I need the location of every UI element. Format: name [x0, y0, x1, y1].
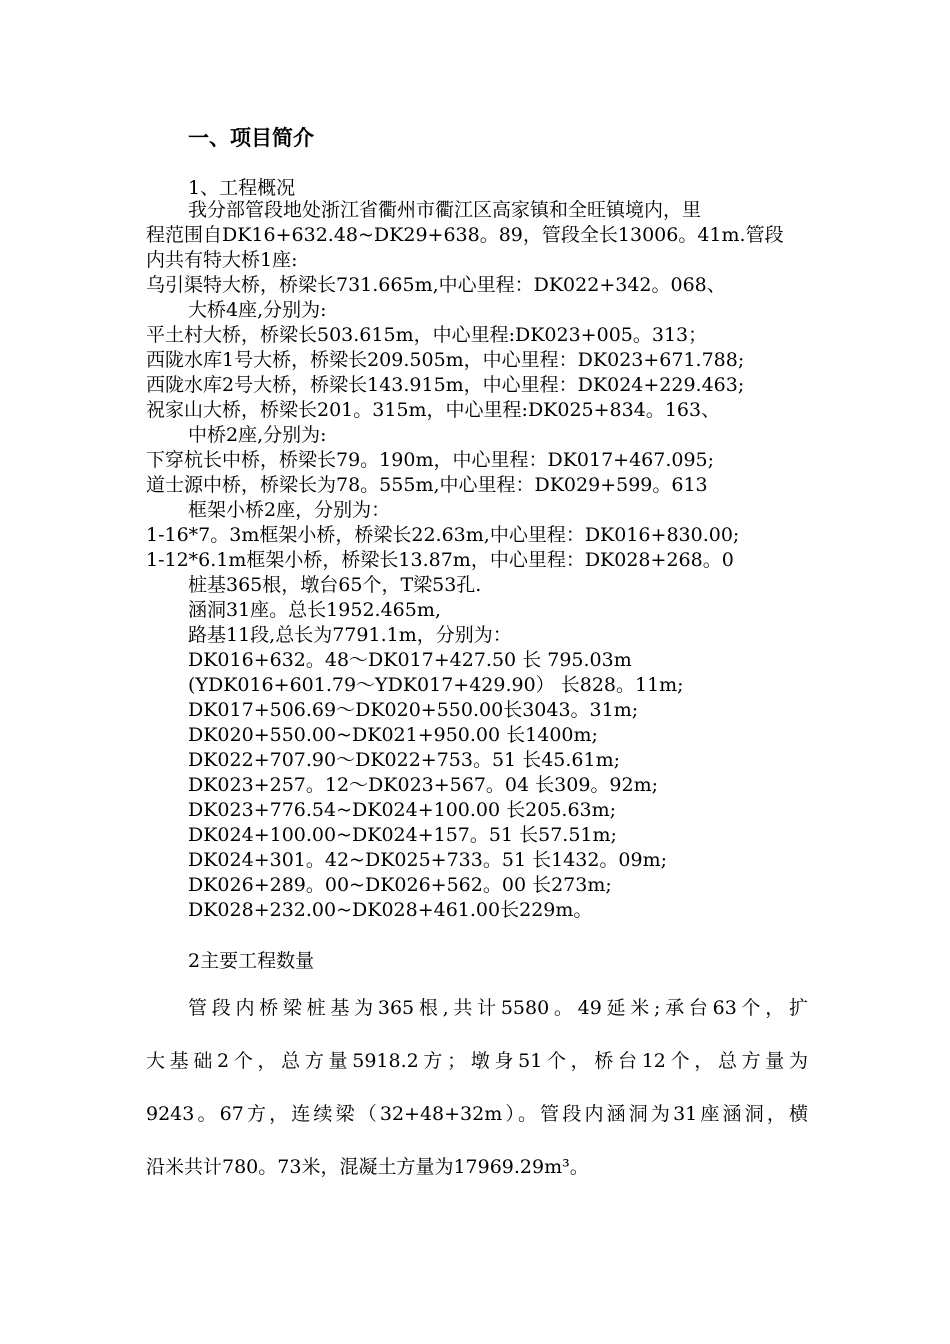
overview-line: DK016+632。48～DK017+427.50 长 795.03m [188, 649, 632, 671]
overview-line: DK023+776.54~DK024+100.00 长205.63m; [188, 799, 617, 821]
subsection-title-quantities: 2主要工程数量 [188, 950, 315, 972]
overview-line: 框架小桥2座，分别为： [188, 499, 391, 521]
quantities-line: 管段内桥梁桩基为365根,共计5580。49延米;承台63个，扩 [188, 997, 808, 1019]
overview-line: 大桥4座,分别为: [188, 299, 327, 321]
overview-line: 1-16*7。3m框架小桥，桥梁长22.63m,中心里程：DK016+830.00; [146, 524, 740, 546]
overview-line: DK017+506.69～DK020+550.00长3043。31m; [188, 699, 639, 721]
section-title: 一、项目简介 [188, 126, 314, 150]
overview-line: 西陇水库2号大桥，桥梁长143.915m，中心里程：DK024+229.463; [146, 374, 745, 396]
overview-line: 内共有特大桥1座: [146, 249, 298, 271]
quantities-line: 大基础2个，总方量5918.2方；墩身51个，桥台12个，总方量为 [146, 1050, 808, 1072]
overview-line: 祝家山大桥，桥梁长201。315m，中心里程:DK025+834。163、 [146, 399, 721, 421]
quantities-line: 9243。67方，连续梁（32+48+32m）。管段内涵洞为31座涵洞，横 [146, 1103, 808, 1125]
overview-line: 乌引渠特大桥，桥梁长731.665m,中心里程：DK022+342。068、 [146, 274, 726, 296]
overview-line: DK028+232.00~DK028+461.00长229m。 [188, 899, 593, 921]
overview-line: 程范围自DK16+632.48~DK29+638。89，管段全长13006。41m.管段 [146, 224, 784, 246]
quantities-paragraph [146, 988, 808, 1200]
overview-line: 中桥2座,分别为: [188, 424, 327, 446]
overview-line: 涵洞31座。总长1952.465m, [188, 599, 441, 621]
overview-line: 西陇水库1号大桥，桥梁长209.505m，中心里程：DK023+671.788; [146, 349, 745, 371]
overview-line: 1-12*6.1m框架小桥，桥梁长13.87m，中心里程：DK028+268。0 [146, 549, 734, 571]
overview-line: DK024+100.00~DK024+157。51 长57.51m; [188, 824, 617, 846]
overview-line: DK022+707.90～DK022+753。51 长45.61m; [188, 749, 620, 771]
overview-line: DK020+550.00~DK021+950.00 长1400m; [188, 724, 598, 746]
overview-line: (YDK016+601.79～YDK017+429.90） 长828。11m; [188, 674, 684, 696]
overview-line: 桩基365根，墩台65个，T梁53孔. [188, 574, 482, 596]
overview-line: 路基11段,总长为7791.1m，分别为： [188, 624, 512, 646]
overview-line: DK026+289。00~DK026+562。00 长273m; [188, 874, 612, 896]
overview-line: 我分部管段地处浙江省衢州市衢江区高家镇和全旺镇境内，里 [188, 199, 702, 221]
overview-line: 下穿杭长中桥，桥梁长79。190m，中心里程：DK017+467.095; [146, 449, 715, 471]
overview-line: 道士源中桥，桥梁长为78。555m,中心里程：DK029+599。613 [146, 474, 708, 496]
overview-line: DK023+257。12～DK023+567。04 长309。92m; [188, 774, 659, 796]
overview-line: DK024+301。42~DK025+733。51 长1432。09m; [188, 849, 668, 871]
overview-line: 平土村大桥，桥梁长503.615m，中心里程:DK023+005。313； [146, 324, 708, 346]
overview-text [146, 198, 826, 923]
quantities-line: 沿米共计780。73米，混凝土方量为17969.29m³。 [146, 1156, 589, 1178]
subsection-title-overview: 1、工程概况 [188, 177, 296, 199]
